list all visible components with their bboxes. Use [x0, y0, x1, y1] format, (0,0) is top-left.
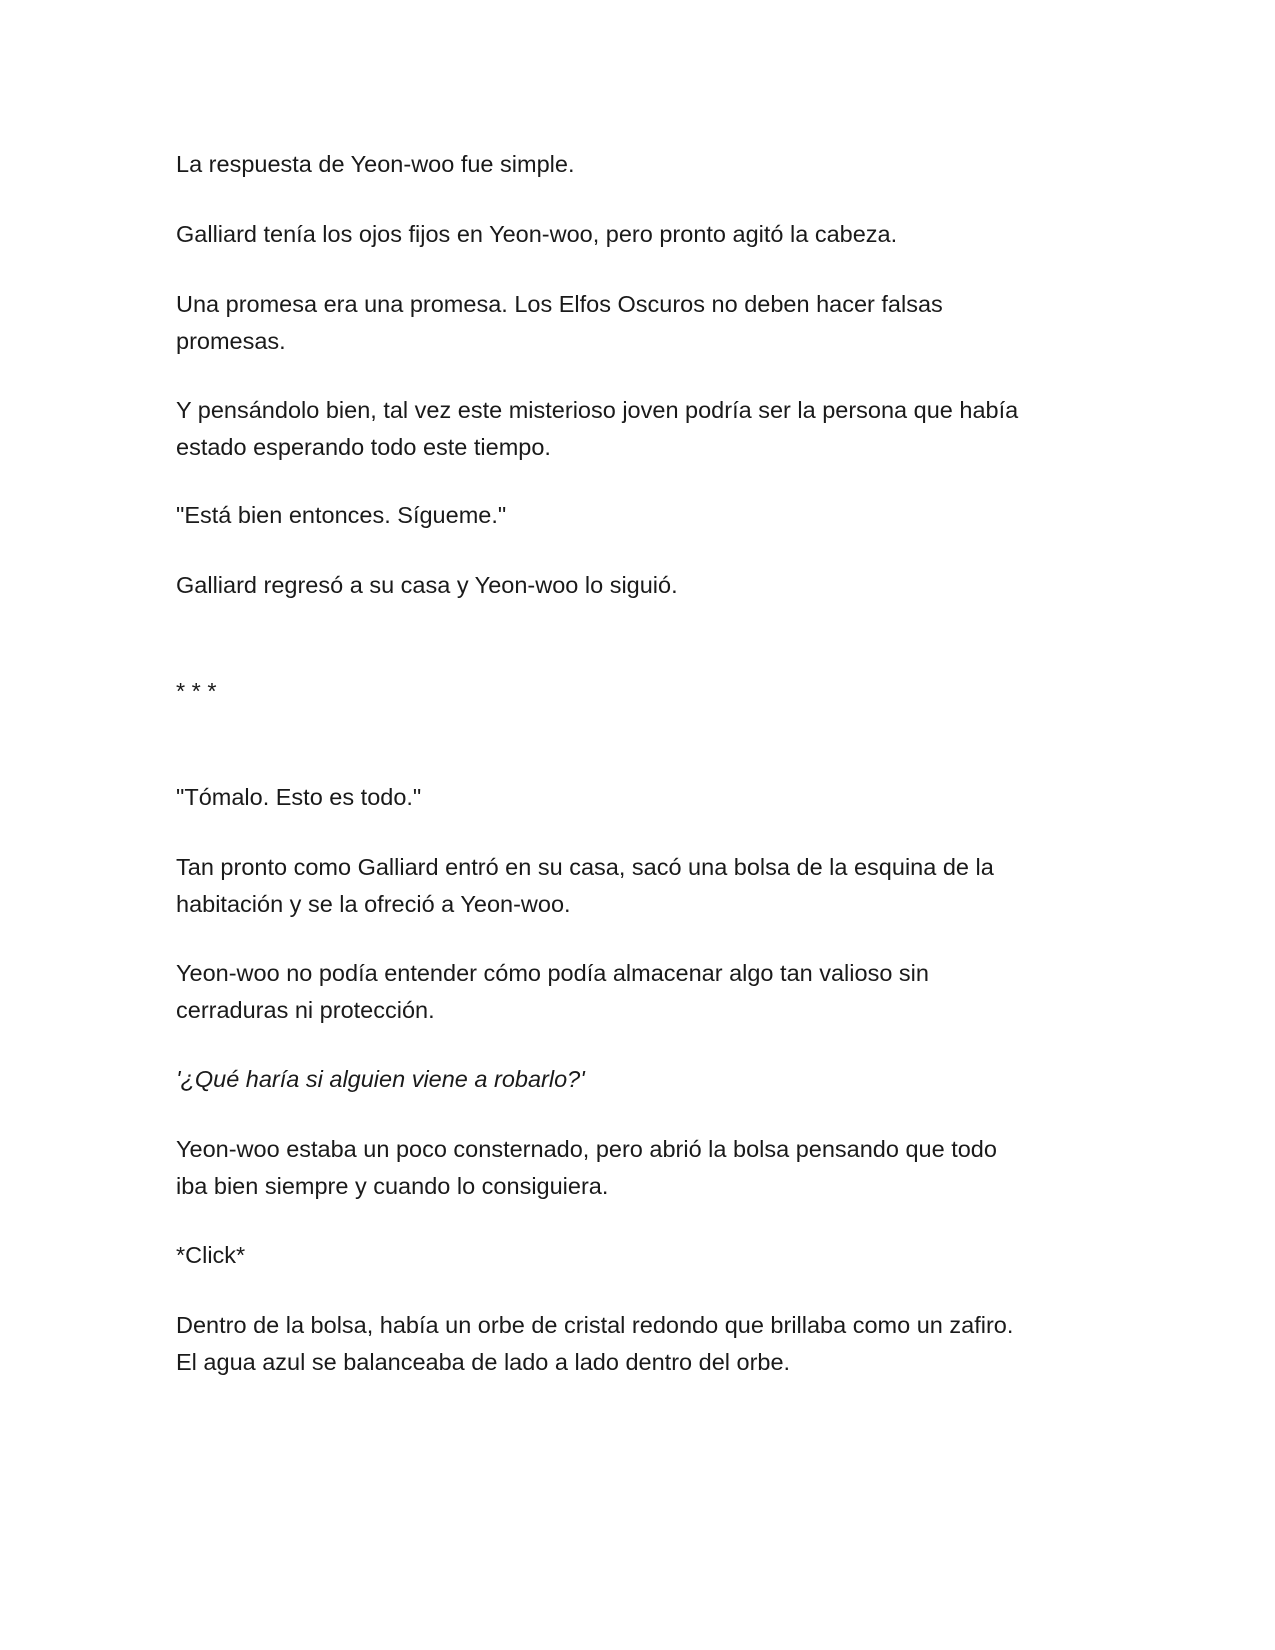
scene-break: [176, 673, 217, 710]
paragraph-3: [176, 286, 943, 360]
paragraph-1-line-1: La respuesta de Yeon-woo fue simple.: [176, 151, 575, 177]
paragraph-14-line-1: Dentro de la bolsa, había un orbe de cristal redondo que brillaba como un zafiro.: [176, 1312, 1014, 1338]
inner-thought-line-1: '¿Qué haría si alguien viene a robarlo?': [176, 1066, 585, 1092]
paragraph-12: [176, 1131, 997, 1205]
paragraph-12-line-2: iba bien siempre y cuando lo consiguiera.: [176, 1173, 609, 1199]
paragraph-6: [176, 567, 678, 604]
paragraph-12-line-1: Yeon-woo estaba un poco consternado, pero abrió la bolsa pensando que todo: [176, 1136, 997, 1162]
sound-effect: [176, 1237, 245, 1274]
paragraph-8: [176, 779, 421, 816]
inner-thought: [176, 1061, 585, 1098]
paragraph-3-line-1: Una promesa era una promesa. Los Elfos Oscuros no deben hacer falsas: [176, 291, 943, 317]
paragraph-10-line-2: cerraduras ni protección.: [176, 997, 435, 1023]
paragraph-2-line-1: Galliard tenía los ojos fijos en Yeon-woo, pero pronto agitó la cabeza.: [176, 221, 898, 247]
paragraph-9-line-1: Tan pronto como Galliard entró en su casa, sacó una bolsa de la esquina de la: [176, 854, 994, 880]
paragraph-14: [176, 1307, 1013, 1381]
paragraph-6-line-1: Galliard regresó a su casa y Yeon-woo lo siguió.: [176, 572, 678, 598]
paragraph-8-line-1: "Tómalo. Esto es todo.": [176, 784, 422, 810]
paragraph-10-line-1: Yeon-woo no podía entender cómo podía almacenar algo tan valioso sin: [176, 960, 929, 986]
paragraph-5-line-1: "Está bien entonces. Sígueme.": [176, 502, 507, 528]
paragraph-2: [176, 216, 897, 253]
paragraph-3-line-2: promesas.: [176, 328, 286, 354]
sound-effect-line-1: *Click*: [176, 1242, 246, 1268]
paragraph-14-line-2: El agua azul se balanceaba de lado a lado dentro del orbe.: [176, 1349, 791, 1375]
paragraph-5: [176, 497, 506, 534]
paragraph-4-line-2: estado esperando todo este tiempo.: [176, 434, 551, 460]
paragraph-4: [176, 392, 1018, 466]
paragraph-4-line-1: Y pensándolo bien, tal vez este misterioso joven podría ser la persona que había: [176, 397, 1019, 423]
paragraph-9-line-2: habitación y se la ofreció a Yeon-woo.: [176, 891, 571, 917]
paragraph-9: [176, 849, 994, 923]
scene-break-asterisks: * * *: [176, 678, 217, 704]
paragraph-10: [176, 955, 929, 1029]
paragraph-1: [176, 146, 574, 183]
